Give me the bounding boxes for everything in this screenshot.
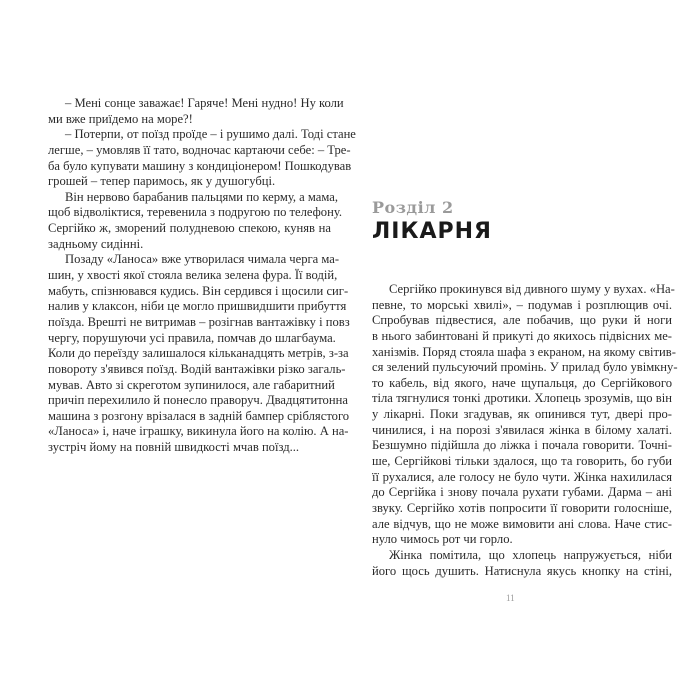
text-line: Він нервово барабанив пальцями по керму, а мама, <box>65 189 339 204</box>
text-line: Сергійко прокинувся від дивного шуму у вухах. «На- <box>389 282 675 296</box>
text-line: її рухалися, але голосу не було чути. Жінка нахилилася <box>372 469 672 484</box>
text-line: тіла тягнулися тонкі дротики. Хлопець зрозумів, що він <box>372 391 672 406</box>
text-line: грошей – тепер паримось, як у душогубці. <box>48 174 276 189</box>
text-line: у лікарні. Поки згадував, як опинився тут, двері про- <box>372 407 672 422</box>
text-line: ханізмів. Поряд стояла шафа з екраном, на якому світив- <box>372 344 676 359</box>
text-line: до Сергійка і знову почала рухати губами. Дарма – ані <box>372 485 672 500</box>
text-line: – Потерпи, от поїзд проїде – і рушимо далі. Тоді стане <box>65 127 356 142</box>
left-page <box>48 96 356 456</box>
text-line: Сергійко ж, зморений полудневою спекою, куняв на <box>48 221 331 236</box>
text-line: поїзда. Врешті не витримав – розігнав вантажівку і повз <box>48 314 350 329</box>
text-line: щоб відволіктися, теревенила з подругою по телефону. <box>48 205 343 220</box>
chapter-label: Розділ 2 <box>372 198 454 217</box>
right-page-body <box>372 282 678 579</box>
text-line: задньому сидінні. <box>48 236 144 251</box>
paragraph <box>48 252 350 455</box>
text-line: шин, у хвості якої стояла велика зелена фура. Її водій, <box>48 268 338 283</box>
text-line: причіп перехилило й понесло праворуч. Двадцятитонна <box>48 393 348 408</box>
text-line: але відчув, що не може вимовити ані слова. Наче стис- <box>372 516 672 531</box>
text-line: машина з розгону врізалася в задній бампер сріблястого <box>48 408 350 423</box>
paragraph <box>48 127 356 190</box>
text-line: Безшумно підійшла до ліжка і почала говорити. Точні- <box>372 438 672 453</box>
right-page <box>372 198 678 579</box>
page-number: 11 <box>506 593 515 603</box>
text-line: звуку. Сергійко хотів попросити її говорити голосніше, <box>372 500 672 515</box>
text-line: мабуть, спізнювався кудись. Він сердився і щосили сиг- <box>48 283 349 298</box>
text-line: налив у клаксон, ніби це могло пришвидшити прибуття <box>48 299 347 314</box>
text-line: його щось душить. Натиснула якусь кнопку на стіні, <box>372 563 672 578</box>
text-line: в нього забинтовані й прикуті до якихось підвісних ме- <box>372 328 672 343</box>
paragraph <box>372 548 672 579</box>
text-line: чергу, порушуючи усі правила, помчав до шлагбаума. <box>48 330 336 345</box>
text-line: – Мені сонце заважає! Гаряче! Мені нудно! Ну коли <box>65 96 344 110</box>
text-line: ми вже приїдемо на море?! <box>48 111 193 126</box>
text-line: ба було купувати машину з кондиціонером! Пошкодував <box>48 158 352 173</box>
text-line: то кабель, від якого, наче щупальця, до Сергійкового <box>372 375 672 390</box>
text-line: певне, то морські хвилі», – подумав і розплющив очі. <box>372 297 672 312</box>
text-line: ся зелений пульсуючий промінь. У прилад було увімкну- <box>372 360 678 375</box>
paragraph <box>372 282 678 548</box>
text-line: нуло чимось рот чи горло. <box>372 532 513 547</box>
text-line: «Ланоса» і, наче іграшку, викинула його на колію. А на- <box>48 424 349 439</box>
text-line: Спробував підвестися, але побачив, що руки й ноги <box>372 313 672 328</box>
text-line: чинилися, і на порозі з'явилася жінка в білому халаті. <box>372 422 672 437</box>
text-line: легше, – умовляв її тато, водночас картаючи себе: – Тре- <box>48 142 351 157</box>
text-line: повороту з'явився поїзд. Водій вантажівки різко загаль- <box>48 361 346 376</box>
text-line: Коли до переїзду залишалося кільканадцять метрів, з-за <box>48 346 349 361</box>
text-line: Жінка помітила, що хлопець напружується, ніби <box>389 547 672 562</box>
text-line: зустріч йому на повній швидкості мчав поїзд... <box>48 440 300 455</box>
text-line: ше, Сергійкові тільки здалося, що та говорить, бо губи <box>372 454 672 469</box>
text-line: мував. Авто зі скреготом зупинилося, але габаритний <box>48 377 335 392</box>
paragraph <box>48 189 343 253</box>
chapter-title: ЛІКАРНЯ <box>372 219 492 244</box>
text-line: Позаду «Ланоса» вже утворилася чимала черга ма- <box>65 252 340 267</box>
paragraph <box>48 96 344 127</box>
